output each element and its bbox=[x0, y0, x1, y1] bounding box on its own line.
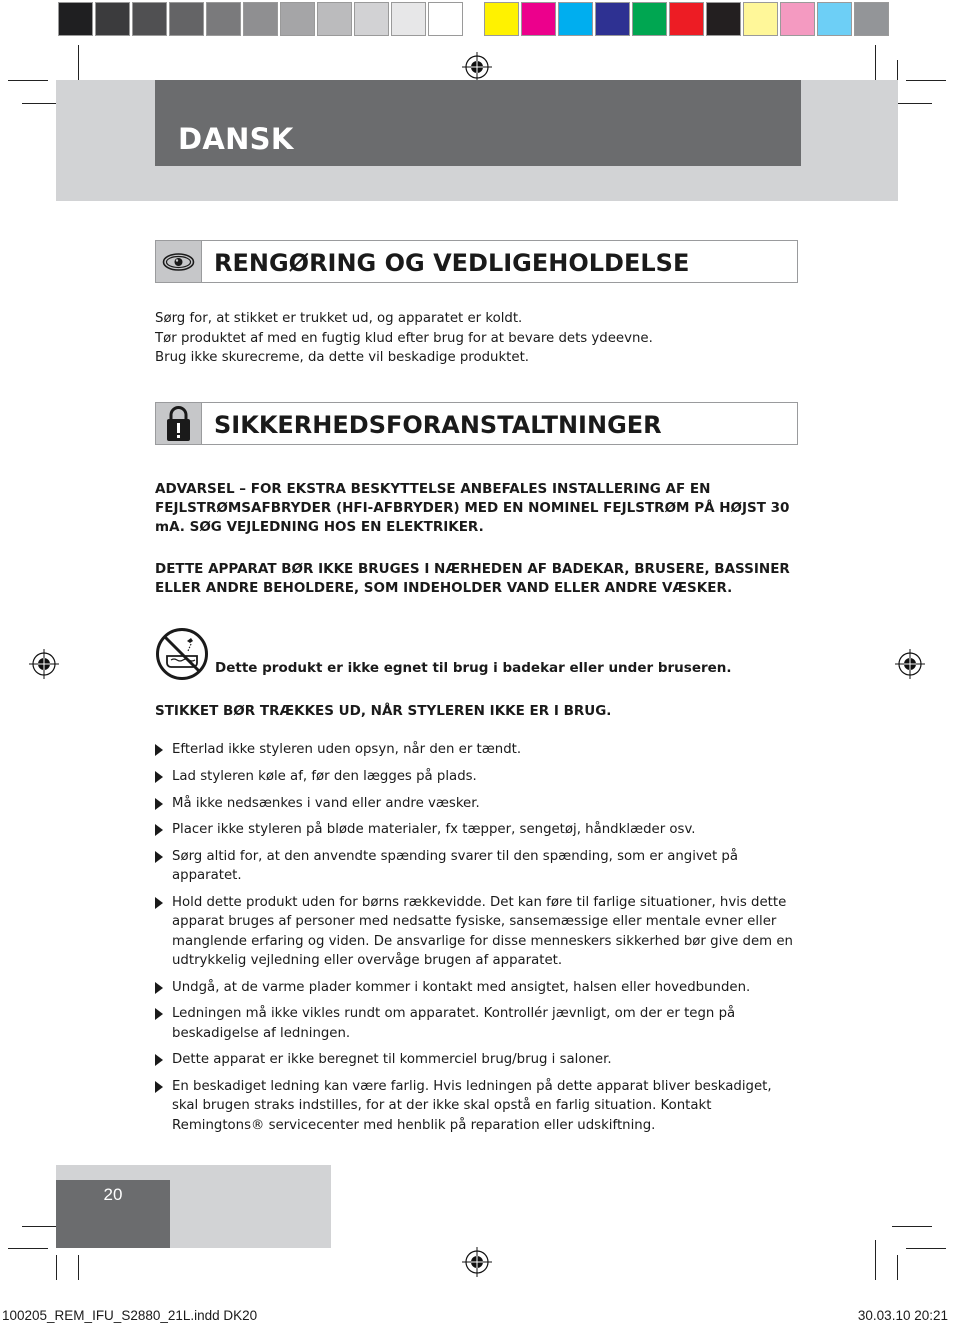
bullet-arrow-icon bbox=[155, 1008, 163, 1020]
color-swatch bbox=[58, 2, 93, 36]
registration-mark-icon bbox=[895, 649, 925, 679]
crop-mark bbox=[78, 1255, 79, 1280]
color-swatch bbox=[743, 2, 778, 36]
color-swatch bbox=[669, 2, 704, 36]
crop-mark bbox=[906, 1248, 946, 1249]
crop-mark bbox=[56, 1255, 57, 1280]
crop-mark bbox=[897, 1255, 898, 1280]
color-swatch bbox=[95, 2, 130, 36]
bullet-arrow-icon bbox=[155, 1081, 163, 1093]
section-title: SIKKERHEDSFORANSTALTNINGER bbox=[214, 411, 662, 439]
crop-mark bbox=[892, 1226, 932, 1227]
color-swatch bbox=[706, 2, 741, 36]
section-header-safety bbox=[155, 402, 798, 445]
list-item: Må ikke nedsænkes i vand eller andre væsker. bbox=[155, 794, 800, 813]
print-slug-date: 30.03.10 20:21 bbox=[857, 1308, 948, 1323]
registration-mark-icon bbox=[462, 1247, 492, 1277]
list-item: Placer ikke styleren på bløde materialer, fx tæpper, sengetøj, håndklæder osv. bbox=[155, 820, 800, 839]
color-swatch bbox=[484, 2, 519, 36]
bullet-arrow-icon bbox=[155, 824, 163, 836]
bullet-arrow-icon bbox=[155, 771, 163, 783]
color-swatch bbox=[206, 2, 241, 36]
list-item: En beskadiget ledning kan være farlig. Hvis ledningen på dette apparat bliver beskadiget, skal brugen straks indstilles, for at der ikke skal opstå en farlig situation. Kontakt Remingtons® servicecenter med henblik på reparation eller udskiftning. bbox=[155, 1077, 800, 1135]
bath-note: Dette produkt er ikke egnet til brug i badekar eller under bruseren. bbox=[215, 660, 732, 676]
language-title: DANSK bbox=[178, 122, 294, 156]
cleaning-line: Brug ikke skurecreme, da dette vil beskadige produktet. bbox=[155, 350, 530, 365]
color-swatch bbox=[391, 2, 426, 36]
color-swatch bbox=[317, 2, 352, 36]
color-swatch bbox=[169, 2, 204, 36]
color-swatch bbox=[817, 2, 852, 36]
color-calibration-bar bbox=[484, 2, 891, 38]
color-swatch bbox=[132, 2, 167, 36]
color-swatch bbox=[521, 2, 556, 36]
water-warning: DETTE APPARAT BØR IKKE BRUGES I NÆRHEDEN AF BADEKAR, BRUSERE, BASSINER ELLER ANDRE BEHOLDERE, SOM INDEHOLDER VAND ELLER ANDRE VÆSKER. bbox=[155, 561, 790, 596]
list-item: Hold dette produkt uden for børns rækkevidde. Det kan føre til farlige situationer, hvis dette apparat bruges af personer med nedsatte fysiske, sansemæssige eller mentale evner eller manglende erfaring og viden. De ansvarlige for disse menneskers sikkerhed bør give dem en udtrykkelig vejledning eller overvåge brugen af apparatet. bbox=[155, 893, 800, 970]
list-item: Lad styleren køle af, før den lægges på plads. bbox=[155, 767, 800, 786]
list-item: Sørg altid for, at den anvendte spænding svarer til den spænding, som er angivet på apparatet. bbox=[155, 847, 800, 885]
color-swatch bbox=[854, 2, 889, 36]
crop-mark bbox=[906, 80, 946, 81]
list-item: Efterlad ikke styleren uden opsyn, når den er tændt. bbox=[155, 740, 800, 759]
section-icon-box bbox=[156, 241, 202, 282]
eye-icon bbox=[156, 241, 201, 282]
safety-bullet-list bbox=[155, 740, 800, 1142]
bullet-arrow-icon bbox=[155, 897, 163, 909]
color-swatch bbox=[280, 2, 315, 36]
crop-mark bbox=[892, 103, 932, 104]
registration-mark-icon bbox=[462, 52, 492, 82]
list-item: Dette apparat er ikke beregnet til kommerciel brug/brug i saloner. bbox=[155, 1050, 800, 1069]
bullet-arrow-icon bbox=[155, 798, 163, 810]
bullet-arrow-icon bbox=[155, 982, 163, 994]
color-swatch bbox=[595, 2, 630, 36]
color-swatch bbox=[243, 2, 278, 36]
color-swatch bbox=[780, 2, 815, 36]
print-slug-file: 100205_REM_IFU_S2880_21L.indd DK20 bbox=[2, 1308, 258, 1323]
no-bath-icon bbox=[155, 627, 209, 681]
list-item: Ledningen må ikke vikles rundt om apparatet. Kontrollér jævnligt, om der er tegn på beskadigelse af ledningen. bbox=[155, 1004, 800, 1042]
bullet-arrow-icon bbox=[155, 851, 163, 863]
section-title: RENGØRING OG VEDLIGEHOLDELSE bbox=[214, 249, 690, 277]
section-icon-box bbox=[156, 403, 202, 444]
crop-mark bbox=[875, 1240, 876, 1280]
list-item: Undgå, at de varme plader kommer i kontakt med ansigtet, halsen eller hovedbunden. bbox=[155, 978, 800, 997]
color-swatch bbox=[558, 2, 593, 36]
crop-mark bbox=[8, 80, 48, 81]
bullet-arrow-icon bbox=[155, 744, 163, 756]
gray-calibration-bar bbox=[58, 2, 465, 38]
color-swatch bbox=[428, 2, 463, 36]
color-swatch bbox=[354, 2, 389, 36]
rcd-warning: ADVARSEL – FOR EKSTRA BESKYTTELSE ANBEFALES INSTALLERING AF EN FEJLSTRØMSAFBRYDER (HFI-AFBRYDER) MED EN NOMINEL FEJLSTRØM PÅ HØJST 30 mA. SØG VEJLEDNING HOS EN ELEKTRIKER. bbox=[155, 481, 790, 535]
unplug-warning: STIKKET BØR TRÆKKES UD, NÅR STYLEREN IKKE ER I BRUG. bbox=[155, 703, 612, 719]
cleaning-line: Tør produktet af med en fugtig klud efter brug for at bevare dets ydeevne. bbox=[155, 330, 653, 346]
registration-mark-icon bbox=[29, 649, 59, 679]
color-swatch bbox=[632, 2, 667, 36]
bullet-arrow-icon bbox=[155, 1054, 163, 1066]
page-number: 20 bbox=[103, 1185, 123, 1204]
cleaning-line: Sørg for, at stikket er trukket ud, og apparatet er koldt. bbox=[155, 311, 523, 326]
section-header-cleaning bbox=[155, 240, 798, 283]
crop-mark bbox=[8, 1248, 48, 1249]
padlock-warning-icon bbox=[156, 403, 201, 444]
